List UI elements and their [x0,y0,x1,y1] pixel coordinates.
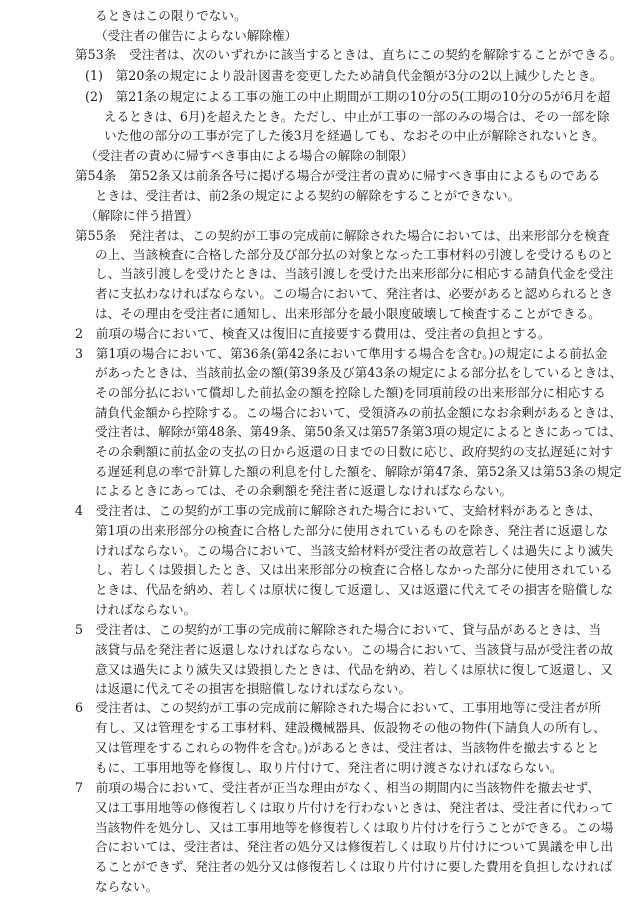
text-line: 請負代金額から控除する。この場合において、受領済みの前払金額になお余剰があるときは、 [95,405,622,420]
text-line: 5 受注者は、この契約が工事の完成前に解除された場合において、貸与品があるときは、当 [75,622,602,637]
text-line: 者に支払わなければならない。この場合において、発注者は、必要があると認められるとき [95,286,614,301]
text-line: （受注者の責めに帰すべき事由による場合の解除の制限） [85,148,414,163]
text-line: （受注者の催告によらない解除権） [95,28,298,43]
text-line: るときはこの限りでない。 [95,8,247,23]
text-line: は返還に代えてその損害を損賠償しなければならない。 [95,681,412,696]
text-line: 第54条 第52条又は前条各号に掲げる場合が受注者の責めに帰すべき事由によるものである [75,168,601,183]
text-line: によるときにあっては、その余剰額を発注者に返還しなければならない。 [95,483,513,498]
text-line: し、当該引渡しを受けたときは、当該引渡しを受けた出来形部分に相応する請負代金を受注 [95,266,614,281]
text-line: (1) 第20条の規定により設計図書を変更したため請負代金額が3分の2以上減少したとき。 [85,68,603,83]
text-line: る遅延利息の率で計算した額の利息を付した額を、解除が第47条、第52条又は第53条の規定 [95,464,622,479]
text-line: 又は工事用地等の修復若しくは取り片付けを行わないときは、発注者は、受注者に代わって [95,800,614,815]
text-line: ることができず、発注者の処分又は修復若しくは取り片付けに要した費用を負担しなければ [95,859,613,874]
text-line: いた他の部分の工事が完了した後3月を経過しても、なおその中止が解除されないとき。 [104,128,605,143]
text-line: 当該物件を処分し、又は工事用地等を修復若しくは取り片付けを行うことができる。この場 [95,820,614,835]
text-line: 又は管理をするこれらの物件を含む。)があるときは、受注者は、当該物件を撤去するとと [95,740,600,755]
text-line: ときは、代品を納め、若しくは原状に復して返還し、又は返還に代えてその損害を賠償しな [95,582,613,597]
text-line: (2) 第21条の規定による工事の施工の中止期間が工期の10分の5(工期の10分の5が6月を超 [85,89,611,104]
text-line: 受注者は、解除が第48条、第49条、第50条又は第57条第3項の規定によるときにあっては、 [95,424,622,439]
text-line: ときは、受注者は、前2条の規定による契約の解除をすることができない。 [95,188,521,203]
text-line: 3 第1項の場合において、第36条(第42条において準用する場合を含む。)の規定による前払金 [75,346,608,361]
text-line: えるときは、6月)を超えたとき。ただし、中止が工事の一部のみの場合は、その一部を除 [104,109,610,124]
text-line: （解除に伴う措置） [85,208,199,223]
text-line: 該貸与品を発注者に返還しなければならない。この場合において、当該貸与品が受注者の故 [95,642,614,657]
text-line: し、若しくは毀損したとき、又は出来形部分の検査に合格しなかった部分に使用されている [95,562,613,577]
text-line: もに、工事用地等を修復し、取り片付けて、発注者に明け渡さなければならない。 [95,760,563,775]
text-line: その部分払において償却した前払金の額を控除した額)を同項前段の出来形部分に相応する [95,385,606,400]
text-line: 4 受注者は、この契約が工事の完成前に解除された場合において、支給材料があるときは、 [75,503,602,518]
text-line: 意又は過失により滅失又は毀損したときは、代品を納め、若しくは原状に復して返還し、又 [95,662,613,677]
text-line: ならない。 [95,879,159,894]
text-line: 合においては、受注者は、発注者の処分又は修復若しくは取り片付けについて異議を申し出 [95,839,614,854]
text-line: 第53条 受注者は、次のいずれかに該当するときは、直ちにこの契約を解除することができる。 [75,47,623,62]
text-line: 7 前項の場合において、受注者が正当な理由がなく、相当の期間内に当該物件を撤去せず、 [75,780,600,795]
text-line: は、その理由を受注者に通知し、出来形部分を最小限度破壊して検査することができる。 [95,306,601,321]
text-line: 6 受注者は、この契約が工事の完成前に解除された場合において、工事用地等に受注者が所 [75,700,602,715]
text-line: ければならない。 [95,602,197,617]
text-line: ければならない。この場合において、当該支給材料が受注者の故意若しくは過失により滅失 [95,543,614,558]
text-line: 2 前項の場合において、検査又は復旧に直接要する費用は、受注者の負担とする。 [75,326,551,341]
text-line: の上、当該検査に合格した部分及び部分払の対象となった工事材料の引渡しを受けるものと [95,247,614,262]
text-line: 第1項の出来形部分の検査に合格した部分に使用されているものを除き、発注者に返還しな [95,523,609,538]
text-line: 有し、又は管理をする工事材料、建設機械器具、仮設物その他の物件(下請負人の所有し、 [95,720,606,735]
text-line: 第55条 発注者は、この契約が工事の完成前に解除された場合においては、出来形部分を検査 [75,228,610,243]
text-line: があったときは、当該前払金の額(第39条及び第43条の規定による部分払をしているときは、 [95,365,623,380]
text-line: その余剰額に前払金の支払の日から返還の日までの日数に応じ、政府契約の支払遅延に対す [95,444,614,459]
